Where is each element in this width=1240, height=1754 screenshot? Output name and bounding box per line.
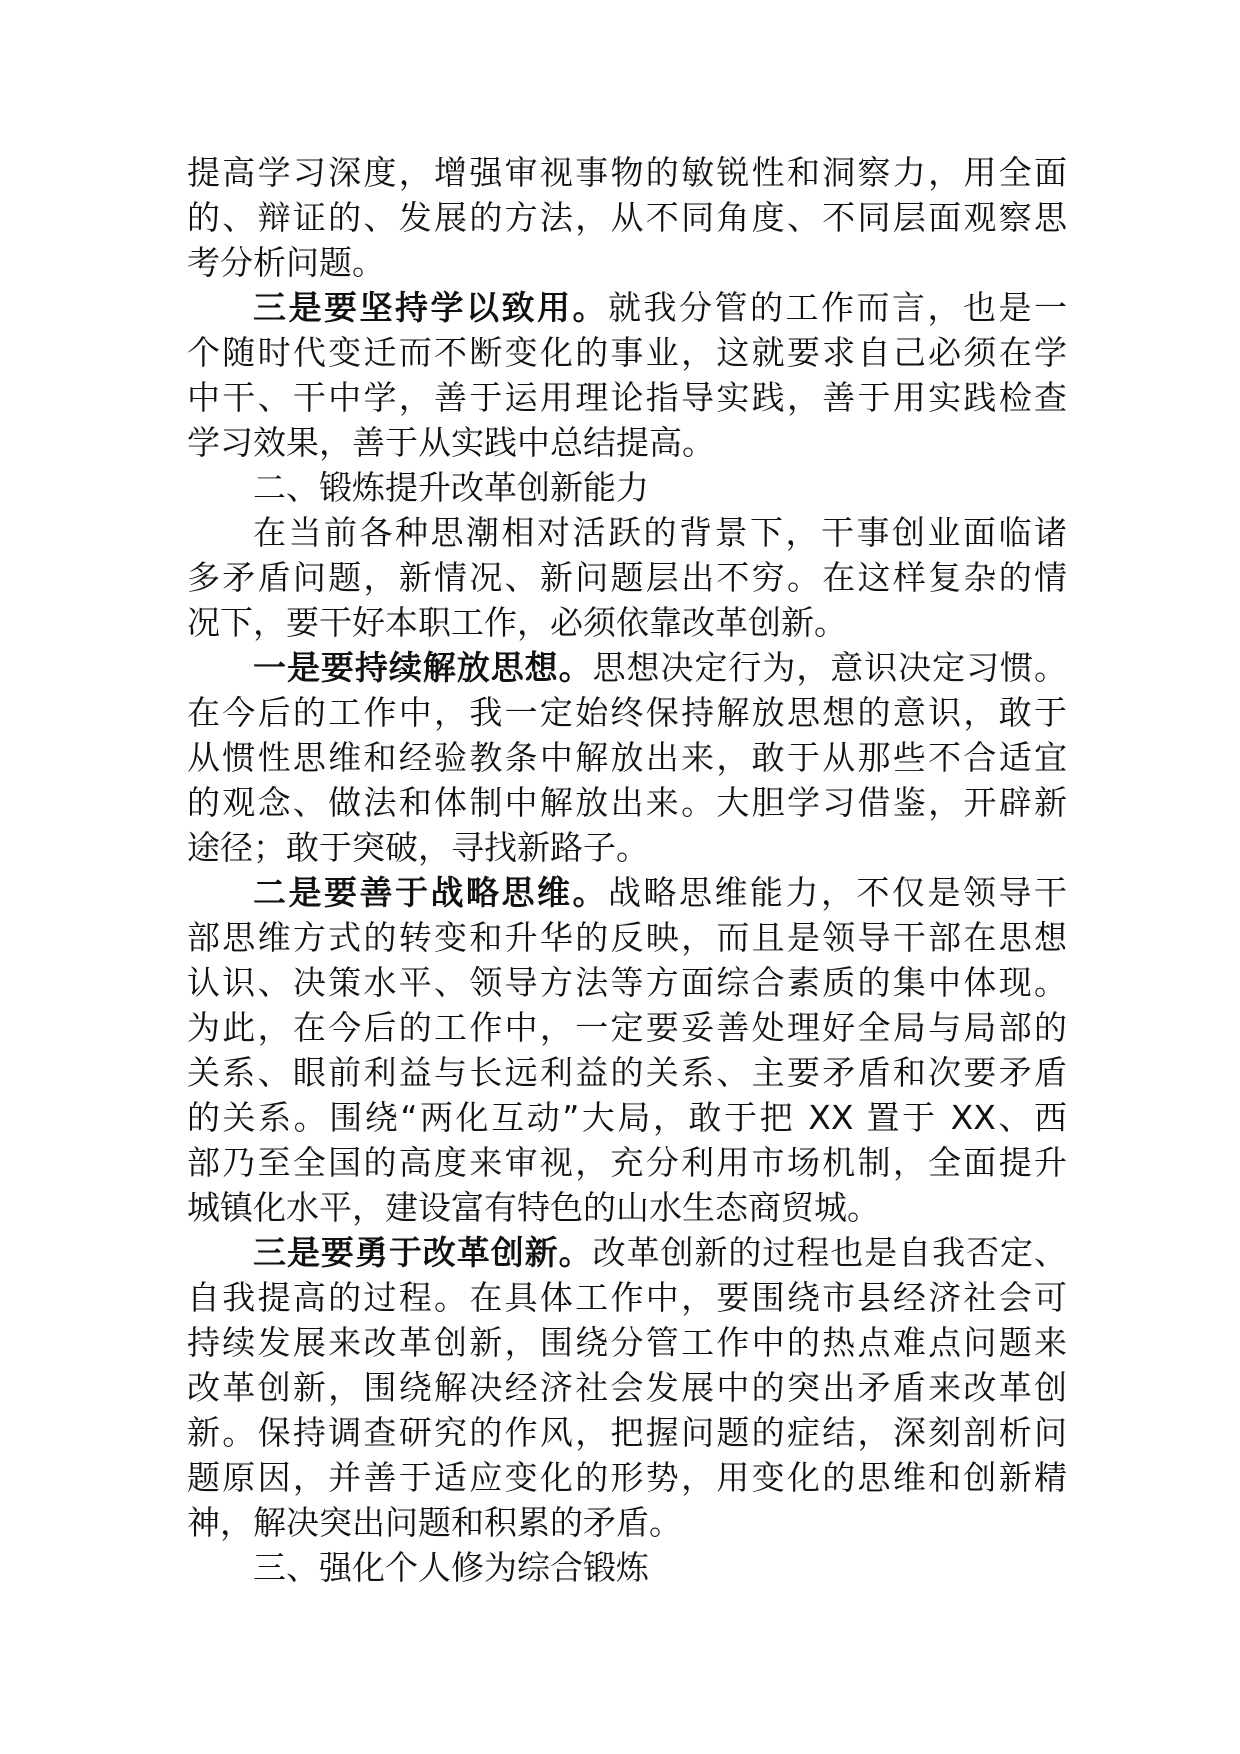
- text-line: [187, 1185, 1067, 1230]
- line-text: 持续发展来改革创新，围绕分管工作中的热点难点问题来: [187, 1323, 1067, 1362]
- line-text: 改革创新的过程也是自我否定、: [592, 1233, 1068, 1272]
- line-text: 在今后的工作中，我一定始终保持解放思想的意识，敢于: [187, 693, 1067, 732]
- text-line: [187, 510, 1067, 555]
- text-line: [187, 375, 1067, 420]
- section-heading-reform-innovation: [187, 465, 1067, 510]
- line-text: 关系、眼前利益与长远利益的关系、主要矛盾和次要矛盾: [187, 1053, 1067, 1092]
- line-text: 考分析问题。: [187, 243, 385, 282]
- line-text: 多矛盾问题，新情况、新问题层出不穷。在这样复杂的情: [187, 558, 1067, 597]
- bold-lead-phrase: 一是要持续解放思想。: [253, 648, 593, 687]
- line-text: 二、锻炼提升改革创新能力: [253, 468, 649, 507]
- line-text: 三、强化个人修为综合锻炼: [253, 1548, 649, 1587]
- text-line: [187, 330, 1067, 375]
- bold-lead-phrase: 三是要坚持学以致用。: [253, 288, 608, 327]
- text-line: [187, 420, 1067, 465]
- text-line: [187, 825, 1067, 870]
- text-line: [187, 1455, 1067, 1500]
- paragraph-emancipate-mind: [187, 645, 1067, 870]
- section-heading-personal-cultivation: [187, 1545, 1067, 1590]
- line-text: 中干、干中学，善于运用理论指导实践，善于用实践检查: [187, 378, 1067, 417]
- text-line: [187, 1365, 1067, 1410]
- line-text: 提高学习深度，增强审视事物的敏锐性和洞察力，用全面: [187, 153, 1067, 192]
- line-text: 在当前各种思潮相对活跃的背景下，干事创业面临诸: [253, 513, 1067, 552]
- line-text: 就我分管的工作而言，也是一: [608, 288, 1067, 327]
- text-line: [187, 960, 1067, 1005]
- paragraph-strategic-thinking: [187, 870, 1067, 1230]
- line-text: 况下，要干好本职工作，必须依靠改革创新。: [187, 603, 847, 642]
- bold-lead-phrase: 二是要善于战略思维。: [253, 873, 608, 912]
- text-line: [187, 1275, 1067, 1320]
- paragraph-reform-intro: [187, 510, 1067, 645]
- text-line: [187, 780, 1067, 825]
- line-text: 部思维方式的转变和升华的反映，而且是领导干部在思想: [187, 918, 1067, 957]
- line-text: 的观念、做法和体制中解放出来。大胆学习借鉴，开辟新: [187, 783, 1067, 822]
- bold-lead-phrase: 三是要勇于改革创新。: [253, 1233, 593, 1272]
- text-line: [187, 1050, 1067, 1095]
- line-text: 学习效果，善于从实践中总结提高。: [187, 423, 715, 462]
- line-text: 认识、决策水平、领导方法等方面综合素质的集中体现。: [187, 963, 1067, 1002]
- line-text: 途径；敢于突破，寻找新路子。: [187, 828, 649, 867]
- line-text: 神，解决突出问题和积累的矛盾。: [187, 1503, 682, 1542]
- text-line: [187, 870, 1067, 915]
- line-text: 从惯性思维和经验教条中解放出来，敢于从那些不合适宜: [187, 738, 1067, 777]
- line-text: 部乃至全国的高度来审视，充分利用市场机制，全面提升: [187, 1143, 1067, 1182]
- text-line: [187, 1410, 1067, 1455]
- line-text: 战略思维能力，不仅是领导干: [608, 873, 1067, 912]
- line-text: 城镇化水平，建设富有特色的山水生态商贸城。: [187, 1188, 880, 1227]
- text-line: [187, 1005, 1067, 1050]
- text-line: [187, 690, 1067, 735]
- paragraph-reform-courage: [187, 1230, 1067, 1545]
- line-text: 新。保持调查研究的作风，把握问题的症结，深刻剖析问: [187, 1413, 1067, 1452]
- text-line: [187, 915, 1067, 960]
- text-line: [187, 735, 1067, 780]
- text-line: [187, 465, 1067, 510]
- text-line: [187, 285, 1067, 330]
- text-line: [187, 1230, 1067, 1275]
- document-page: [187, 150, 1067, 1590]
- line-text: 的、辩证的、发展的方法，从不同角度、不同层面观察思: [187, 198, 1067, 237]
- text-line: [187, 240, 1067, 285]
- text-line: [187, 600, 1067, 645]
- line-text: 自我提高的过程。在具体工作中，要围绕市县经济社会可: [187, 1278, 1067, 1317]
- line-text: 的关系。围绕“两化互动”大局，敢于把 XX 置于 XX、西: [187, 1098, 1067, 1137]
- line-text: 改革创新，围绕解决经济社会发展中的突出矛盾来改革创: [187, 1368, 1067, 1407]
- paragraph-study-application: [187, 285, 1067, 465]
- text-line: [187, 645, 1067, 690]
- text-line: [187, 1320, 1067, 1365]
- line-text: 为此，在今后的工作中，一定要妥善处理好全局与局部的: [187, 1008, 1067, 1047]
- text-line: [187, 150, 1067, 195]
- text-line: [187, 1500, 1067, 1545]
- text-line: [187, 1095, 1067, 1140]
- text-line: [187, 1140, 1067, 1185]
- text-line: [187, 1545, 1067, 1590]
- line-text: 个随时代变迁而不断变化的事业，这就要求自己必须在学: [187, 333, 1067, 372]
- text-line: [187, 555, 1067, 600]
- paragraph-continued: [187, 150, 1067, 285]
- line-text: 题原因，并善于适应变化的形势，用变化的思维和创新精: [187, 1458, 1067, 1497]
- text-line: [187, 195, 1067, 240]
- line-text: 思想决定行为，意识决定习惯。: [592, 648, 1068, 687]
